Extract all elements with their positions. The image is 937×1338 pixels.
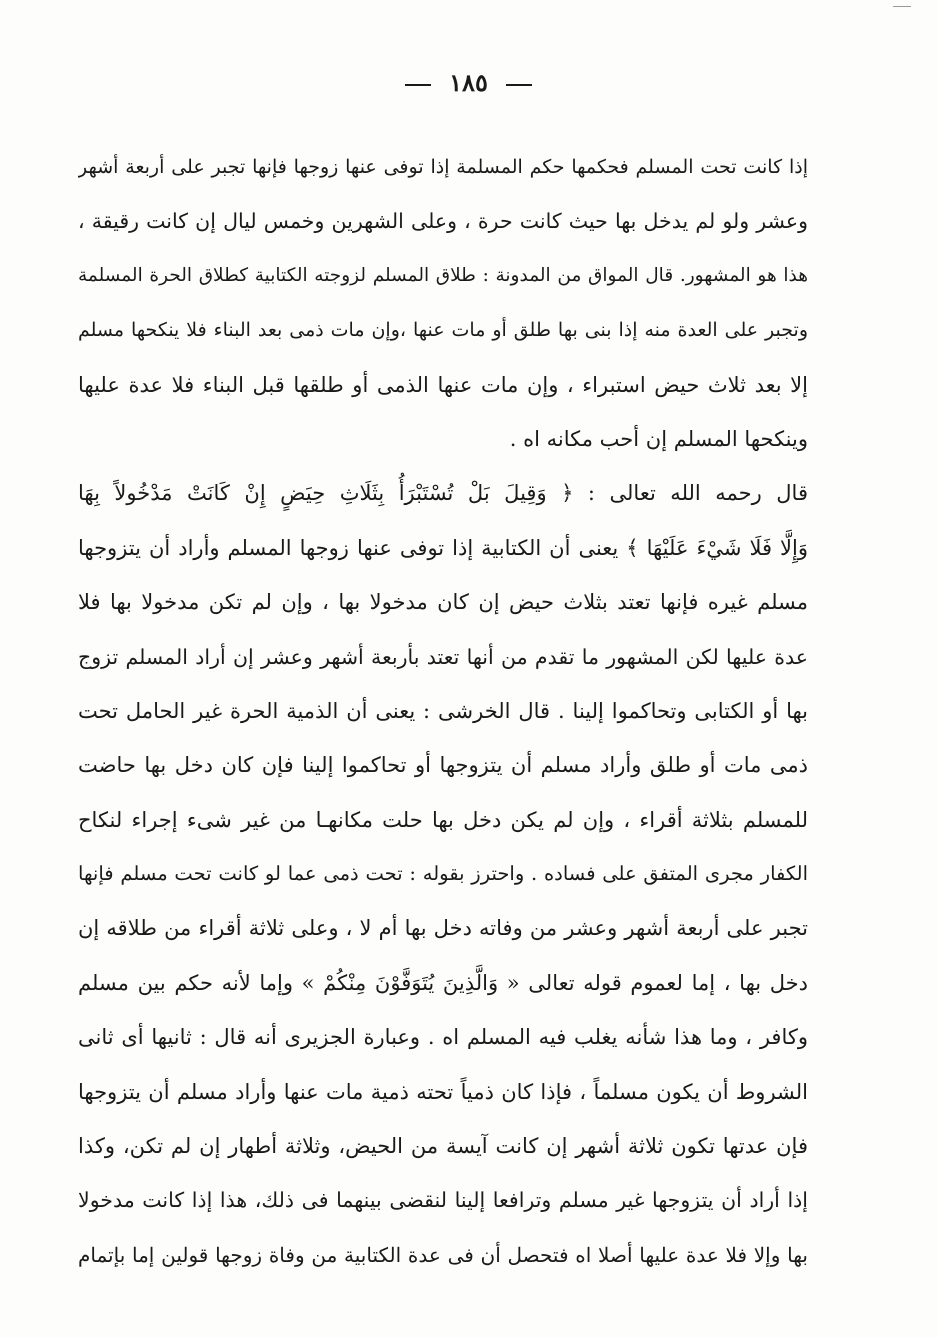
text-line: قال رحمه الله تعالى : ﴿ وَقِيلَ بَلْ تُسْتَبْرَأُ بِثَلَاثِ حِيَضٍ إِنْ كَانَتْ مَدْخُولاً بِهَا: [78, 481, 808, 506]
header-dash-left: [405, 84, 431, 86]
text-line: وتجبر على العدة منه إذا بنى بها طلق أو مات عنها ،وإن مات ذمى بعد البناء فلا ينكحها مسلم: [78, 319, 808, 342]
text-line: إلا بعد ثلاث حيض استبراء ، وإن مات عنها الذمى أو طلقها قبل البناء فلا عدة عليها: [78, 372, 808, 397]
text-line: دخل بها ، إما لعموم قوله تعالى « وَالَّذِينَ يُتَوَفَّوْنَ مِنْكُمْ » وإما لأنه حكم بين مسلم: [78, 970, 808, 995]
text-line: الكفار مجرى المتفق على فساده . واحترز بقوله : تحت ذمى عما لو كانت تحت مسلم فإنها: [78, 862, 808, 886]
text-line: فإن عدتها تكون ثلاثة أشهر إن كانت آيسة من الحيض، وثلاثة أطهار إن لم تكن، وكذا: [78, 1134, 808, 1159]
text-line: مسلم غيره فإنها تعتد بثلاث حيض إن كان مدخولا بها ، وإن لم تكن مدخولا بها فلا: [78, 590, 808, 615]
text-line: هذا هو المشهور. قال المواق من المدونة : طلاق المسلم لزوجته الكتابية كطلاق الحرة المسلمة: [78, 264, 808, 286]
text-line: للمسلم بثلاثة أقراء ، وإن لم يكن دخل بها حلت مكانهـا من غير شىء إجراء لنكاح: [78, 807, 808, 832]
text-line: إذا كانت تحت المسلم فحكمها حكم المسلمة إذا توفى عنها زوجها فإنها تجبر على أربعة أشهر: [78, 156, 808, 178]
text-line: وعشر ولو لم يدخل بها حيث كانت حرة ، وعلى الشهرين وخمس ليال إن كانت رقيقة ،: [78, 209, 808, 234]
page-header: [0, 68, 937, 97]
text-line: وَإِلَّا فَلَا شَيْءَ عَلَيْهَا ﴾ يعنى أن الكتابية إذا توفى عنها زوجها المسلم وأراد أن يتزوجها: [78, 535, 808, 560]
page-body: [78, 140, 808, 1282]
text-line: ذمى مات أو طلق وأراد مسلم أن يتزوجها أو تحاكموا إلينا فإن كان دخل بها حاضت: [78, 753, 808, 778]
text-line: تجبر على أربعة أشهر وعشر من وفاته دخل بها أم لا ، وعلى ثلاثة أقراء من طلاقه إن: [78, 916, 808, 941]
header-dash-right: [506, 84, 532, 86]
text-line: الشروط أن يكون مسلماً ، فإذا كان ذمياً تحته ذمية مات عنها وأراد مسلم أن يتزوجها: [78, 1079, 808, 1104]
text-line: وينكحها المسلم إن أحب مكانه اه .: [509, 426, 808, 451]
text-line: إذا أراد أن يتزوجها غير مسلم وترافعا إلينا لنقضى بينهما فى ذلك، هذا إذا كانت مدخولا: [78, 1188, 808, 1213]
text-line: بها وإلا فلا عدة عليها أصلا اه فتحصل أن فى عدة الكتابية من وفاة زوجها قولين إما بإتمام: [78, 1242, 808, 1267]
corner-mark: [893, 6, 911, 15]
page-number: ١٨٥: [449, 68, 488, 97]
text-line: عدة عليها لكن المشهور ما تقدم من أنها تعتد بأربعة أشهر وعشر إن أراد المسلم تزوج: [78, 644, 808, 669]
text-line: وكافر ، وما هذا شأنه يغلب فيه المسلم اه . وعبارة الجزيرى أنه قال : ثانيها أى ثانى: [78, 1025, 808, 1050]
text-line: بها أو الكتابى وتحاكموا إلينا . قال الخرشى : يعنى أن الذمية الحرة غير الحامل تحت: [78, 698, 808, 723]
